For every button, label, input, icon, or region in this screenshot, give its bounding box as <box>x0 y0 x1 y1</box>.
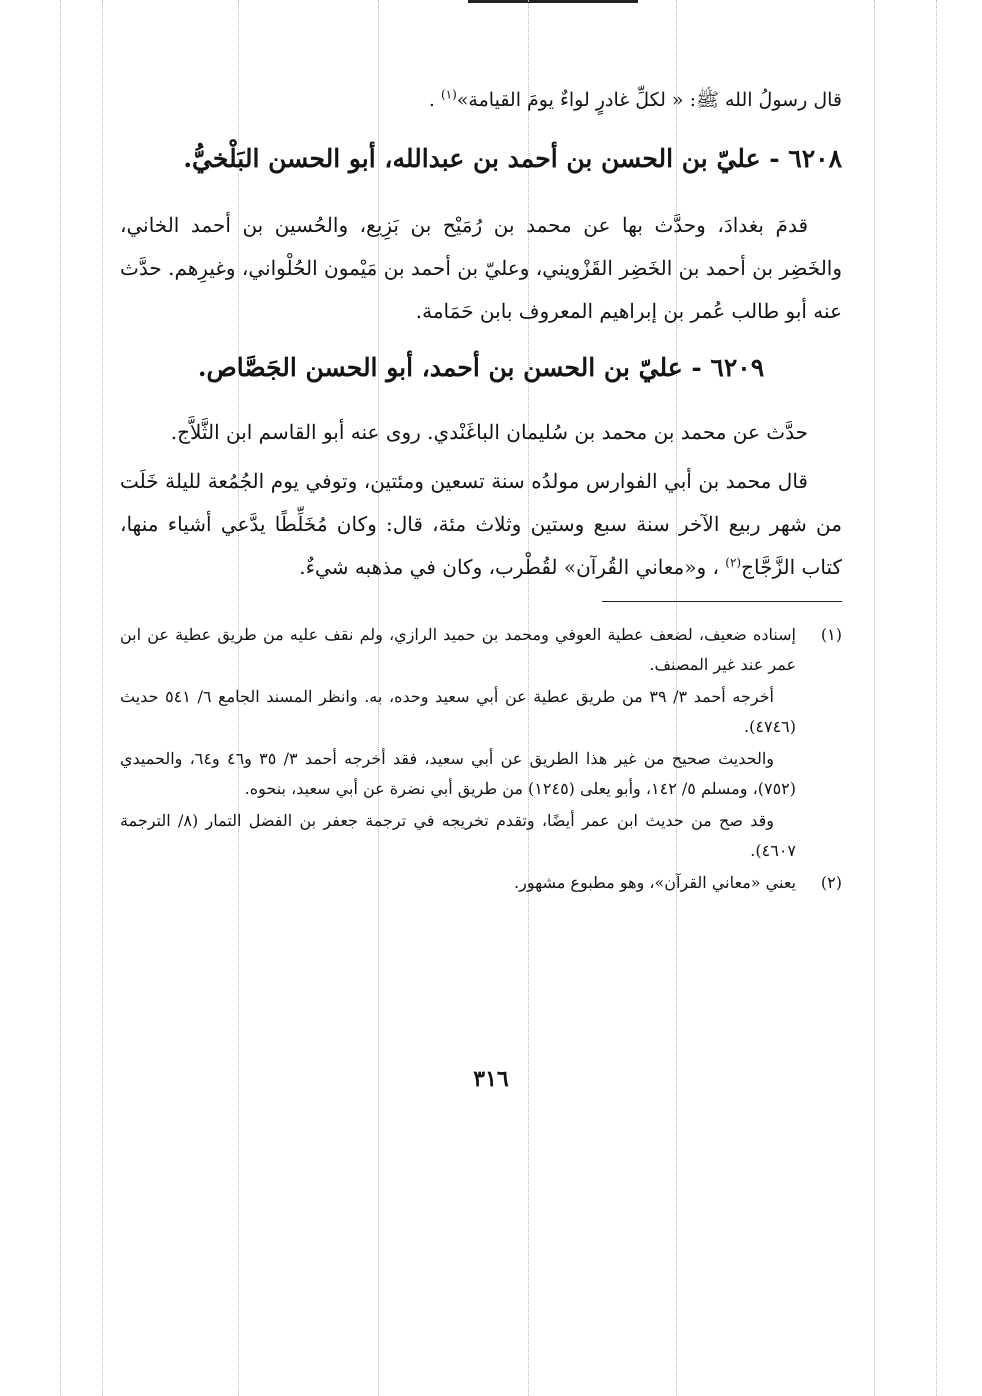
footnote-1-para-3: والحديث صحيح من غير هذا الطريق عن أبي سعيد، فقد أخرجه أحمد ٣/ ٣٥ و٤٦ و٦٤، والحميدي (٧٥٢)، ومسلم ٥/ ١٤٢، وأبو يعلى (١٢٤٥) من طريق أبي نضرة عن أبي سعيد، بنحوه. <box>120 749 796 798</box>
guide-line <box>60 0 61 1396</box>
guide-line <box>874 0 875 1396</box>
footnote-ref-1[interactable]: (١) <box>440 87 457 102</box>
quote-end: . <box>428 89 441 111</box>
page-number: ٣١٦ <box>473 1066 509 1092</box>
hadith-quote-line <box>120 80 842 120</box>
entry-6209-text-b: ، و«معاني القُرآن» لقُطْرب، وكان في مذهبه شيءٌ. <box>299 555 726 579</box>
entry-6209-text-a: قال محمد بن أبي الفوارس مولدُه سنة تسعين ومئتين، وتوفي يوم الجُمُعة لليلة خَلَت من شهر ربيع الآخر سنة سبع وستين وثلاث مئة، قال: وكان مُخَلِّطًا يدَّعي أشياء منها، كتاب الزَّجَّاج <box>120 469 842 579</box>
quote-text: قال رسولُ الله ﷺ: « لكلِّ غادرٍ لواءٌ يومَ القيامة» <box>456 89 842 111</box>
entry-6209-title: ٦٢٠٩ - عليّ بن الحسن بن أحمد، أبو الحسن الجَصَّاص. <box>197 353 765 382</box>
guide-line <box>102 0 103 1396</box>
footnote-1-para-2: أخرجه أحمد ٣/ ٣٩ من طريق عطية عن أبي سعيد وحده، به. وانظر المسند الجامع ٦/ ٥٤١ حديث (٤٧٤٦). <box>120 687 796 736</box>
footnote-1 <box>120 620 842 680</box>
footnote-1-number: (١) <box>820 625 842 644</box>
footnote-1-para-4: وقد صح من حديث ابن عمر أيضًا، وتقدم تخريجه في ترجمة جعفر بن الفضل التمار (٨/ الترجمة ٤٦٠٧). <box>120 811 796 860</box>
entry-6208-body: قدمَ بغدادَ، وحدَّث بها عن محمد بن رُمَيْح بن بَزِيع، والحُسين بن أحمد الخاني، والخَضِر بن أحمد بن الخَضِر القَزْويني، وعليّ بن أحمد بن مَيْمون الحُلْواني، وغيرِهم. حدَّث عنه أبو طالب عُمر بن إبراهيم المعروف بابن حَمَامة. <box>120 213 842 323</box>
footnotes <box>120 620 842 898</box>
footnote-ref-2[interactable]: (٢) <box>725 555 742 570</box>
entry-6208-title: ٦٢٠٨ - عليّ بن الحسن بن أحمد بن عبدالله، أبو الحسن البَلْخيُّ. <box>183 144 842 173</box>
footnote-2-text: يعني «معاني القرآن»، وهو مطبوع مشهور. <box>514 873 796 892</box>
entry-6209-body-2 <box>120 460 842 589</box>
footnote-2-number: (٢) <box>820 873 842 892</box>
footnote-1-text: إسناده ضعيف، لضعف عطية العوفي ومحمد بن حميد الرازي، ولم نقف عليه من طريق عطية عن ابن عمر عند غير المصنف. <box>120 625 796 674</box>
top-scan-mark <box>468 0 638 8</box>
entry-6209-body-1: حدَّث عن محمد بن محمد بن سُليمان الباغَنْدي. روى عنه أبو القاسم ابن الثَّلاَّج. <box>170 420 808 444</box>
footnote-divider <box>602 601 842 602</box>
guide-line <box>936 0 937 1396</box>
page-body <box>120 80 842 900</box>
footnote-2 <box>120 868 842 898</box>
